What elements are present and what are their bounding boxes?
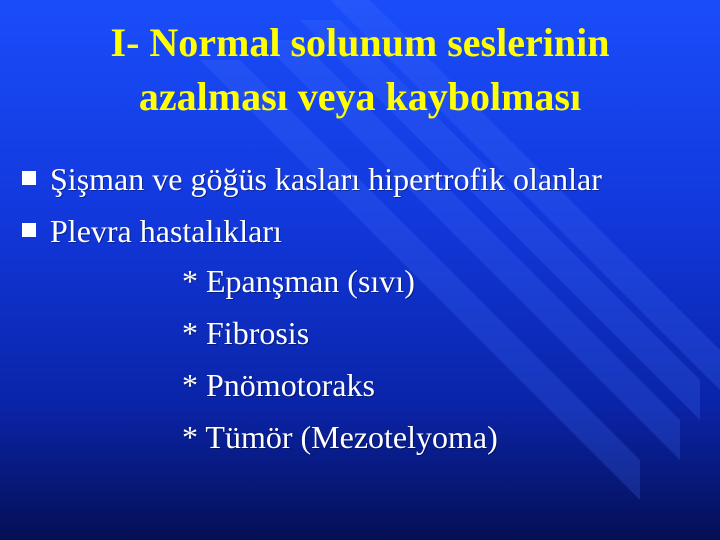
bullet-item-1 [22,160,602,198]
title-line-2: azalması veya kaybolması [138,74,582,119]
square-bullet-icon [22,171,36,185]
sub-item-2: * Fibrosis [182,315,310,351]
sub-item-4: * Tümör (Mezotelyoma) [182,419,498,455]
slide-title [0,16,720,124]
title-line-1: I- Normal solunum seslerinin [110,20,610,65]
square-bullet-icon [22,223,36,237]
bullet-text-1: Şişman ve göğüs kasları hipertrofik olanlar [50,161,602,197]
bullet-text-2: Plevra hastalıkları [50,213,282,249]
sub-item-3: * Pnömotoraks [182,367,375,403]
sub-item-1: * Epanşman (sıvı) [182,263,415,299]
bullet-item-2 [22,212,282,250]
